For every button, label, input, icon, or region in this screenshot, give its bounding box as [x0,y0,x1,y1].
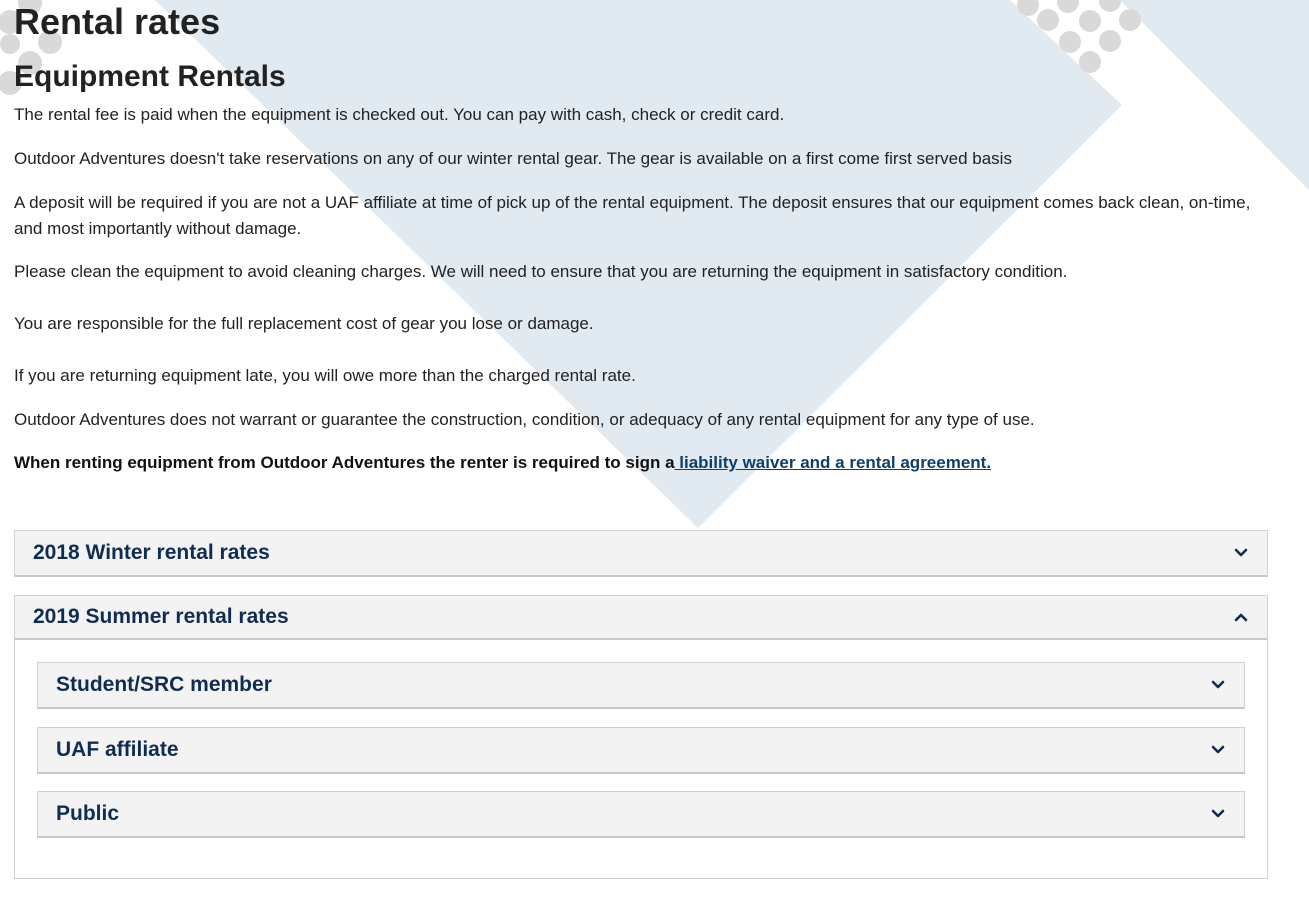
accordion-winter-2018-label: 2018 Winter rental rates [33,541,270,564]
accordion-student-src-member[interactable] [37,662,1245,709]
chevron-down-icon [1210,677,1226,693]
paragraph-cleaning: Please clean the equipment to avoid cleaning charges. We will need to ensure that you are returning the equipment in satisfactory condition. [14,262,1068,281]
paragraph-warranty: Outdoor Adventures does not warrant or guarantee the construction, condition, or adequacy of any rental equipment for any type of use. [14,410,1035,429]
paragraph-reservations: Outdoor Adventures doesn't take reservations on any of our winter rental gear. The gear is available on a first come first served basis [14,149,1012,168]
accordion-summer-2019-label: 2019 Summer rental rates [33,605,289,628]
accordion-winter-2018[interactable] [14,530,1268,577]
waiver-link[interactable]: liability waiver and a rental agreement. [674,453,992,472]
section-title: Equipment Rentals [14,60,286,93]
waiver-notice [14,450,1274,476]
page-title: Rental rates [14,1,221,42]
chevron-down-icon [1210,806,1226,822]
accordion-uaf-affiliate[interactable] [37,727,1245,774]
accordion-student-label: Student/SRC member [56,673,272,696]
chevron-down-icon [1210,742,1226,758]
paragraph-replacement: You are responsible for the full replacement cost of gear you lose or damage. [14,314,594,333]
accordion-public[interactable] [37,791,1245,838]
chevron-down-icon [1233,545,1249,561]
chevron-up-icon [1233,609,1249,625]
accordion-affiliate-label: UAF affiliate [56,738,179,761]
waiver-text: When renting equipment from Outdoor Adventures the renter is required to sign a [14,453,675,472]
paragraph-payment: The rental fee is paid when the equipment is checked out. You can pay with cash, check or credit card. [14,105,785,124]
accordion-public-label: Public [56,802,120,825]
accordion-summer-2019[interactable] [14,595,1268,640]
paragraph-deposit: A deposit will be required if you are not a UAF affiliate at time of pick up of the rental equipment. The deposit ensures that our equipment comes back clean, on-time, and most importantly without damage. [14,193,1251,238]
paragraph-late-return: If you are returning equipment late, you will owe more than the charged rental rate. [14,366,636,385]
